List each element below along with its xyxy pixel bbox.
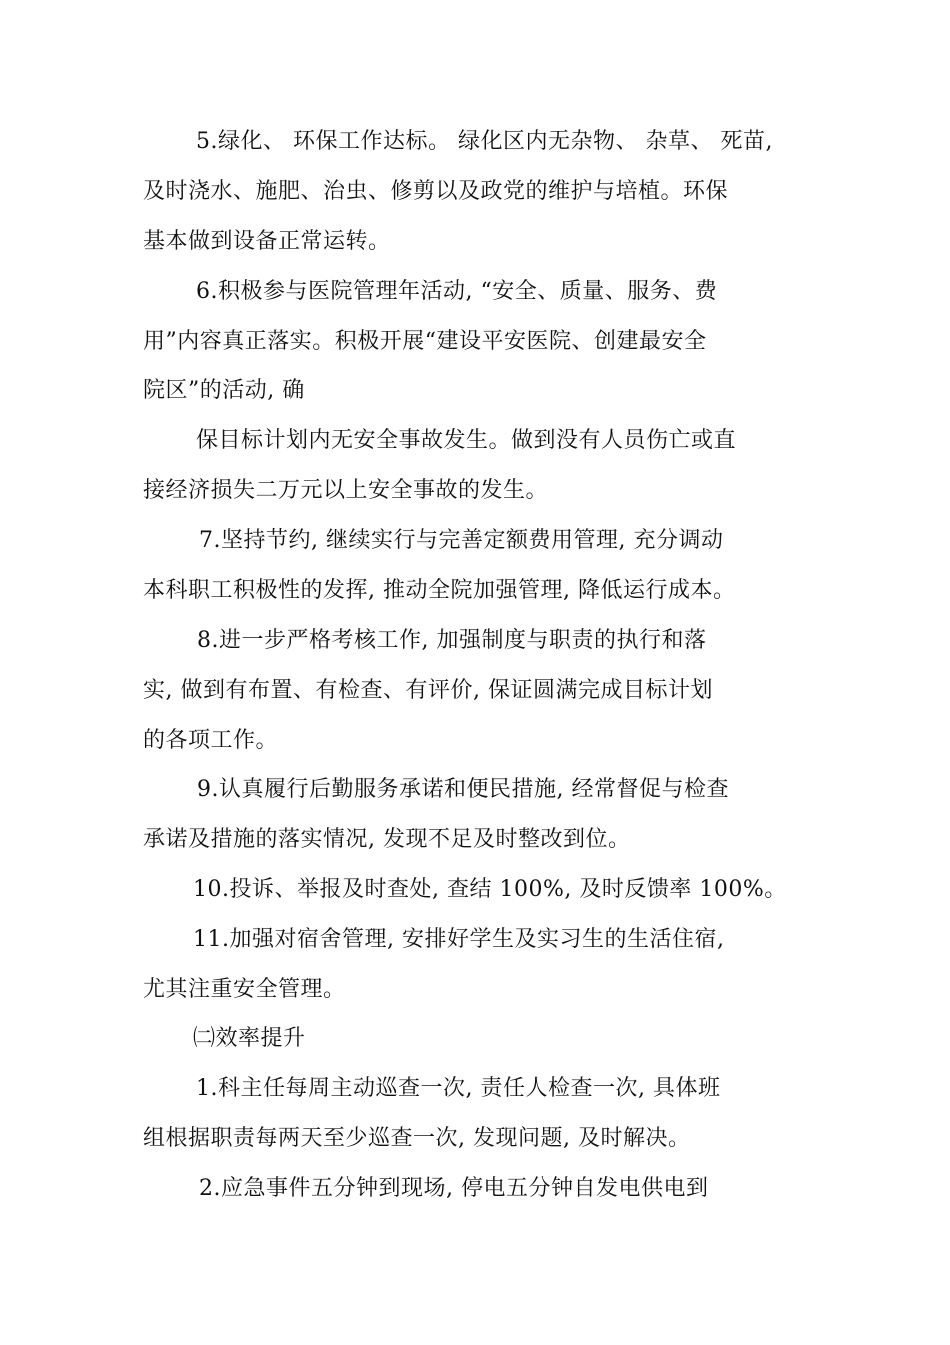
text-line: 10.投诉、举报及时查处, 查结 100%, 及时反馈率 100%。 bbox=[193, 877, 787, 902]
section-heading: ㈡效率提升 bbox=[193, 1026, 306, 1051]
text-line: 6.积极参与医院管理年活动, “安全、质量、服务、费 bbox=[196, 279, 718, 304]
text-line: 5.绿化、 环保工作达标。 绿化区内无杂物、 杂草、 死苗, bbox=[196, 129, 773, 154]
text-line: 实, 做到有布置、有检查、有评价, 保证圆满完成目标计划 bbox=[143, 678, 713, 703]
text-line: 接经济损失二万元以上安全事故的发生。 bbox=[143, 478, 549, 503]
text-line: 承诺及措施的落实情况, 发现不足及时整改到位。 bbox=[143, 827, 631, 852]
text-line: 保目标计划内无安全事故发生。做到没有人员伤亡或直 bbox=[196, 428, 737, 453]
text-line: 9.认真履行后勤服务承诺和便民措施, 经常督促与检查 bbox=[197, 777, 729, 802]
text-line: 尤其注重安全管理。 bbox=[143, 977, 346, 1002]
text-line: 本科职工积极性的发挥, 推动全院加强管理, 降低运行成本。 bbox=[143, 578, 736, 603]
text-line: 用”内容真正落实。积极开展“建设平安医院、创建最安全 bbox=[143, 329, 707, 354]
text-line: 及时浇水、施肥、治虫、修剪以及政党的维护与培植。环保 bbox=[143, 179, 729, 204]
text-line: 院区”的活动, 确 bbox=[143, 378, 305, 403]
text-line: 组根据职责每两天至少巡查一次, 发现问题, 及时解决。 bbox=[143, 1126, 691, 1151]
text-line: 2.应急事件五分钟到现场, 停电五分钟自发电供电到 bbox=[199, 1176, 709, 1201]
text-line: 7.坚持节约, 继续实行与完善定额费用管理, 充分调动 bbox=[199, 528, 724, 553]
text-line: 的各项工作。 bbox=[143, 728, 279, 753]
text-line: 1.科主任每周主动巡查一次, 责任人检查一次, 具体班 bbox=[196, 1076, 721, 1101]
text-line: 11.加强对宿舍管理, 安排好学生及实习生的生活住宿, bbox=[193, 927, 725, 952]
text-line: 基本做到设备正常运转。 bbox=[143, 229, 391, 254]
text-line: 8.进一步严格考核工作, 加强制度与职责的执行和落 bbox=[197, 628, 707, 653]
